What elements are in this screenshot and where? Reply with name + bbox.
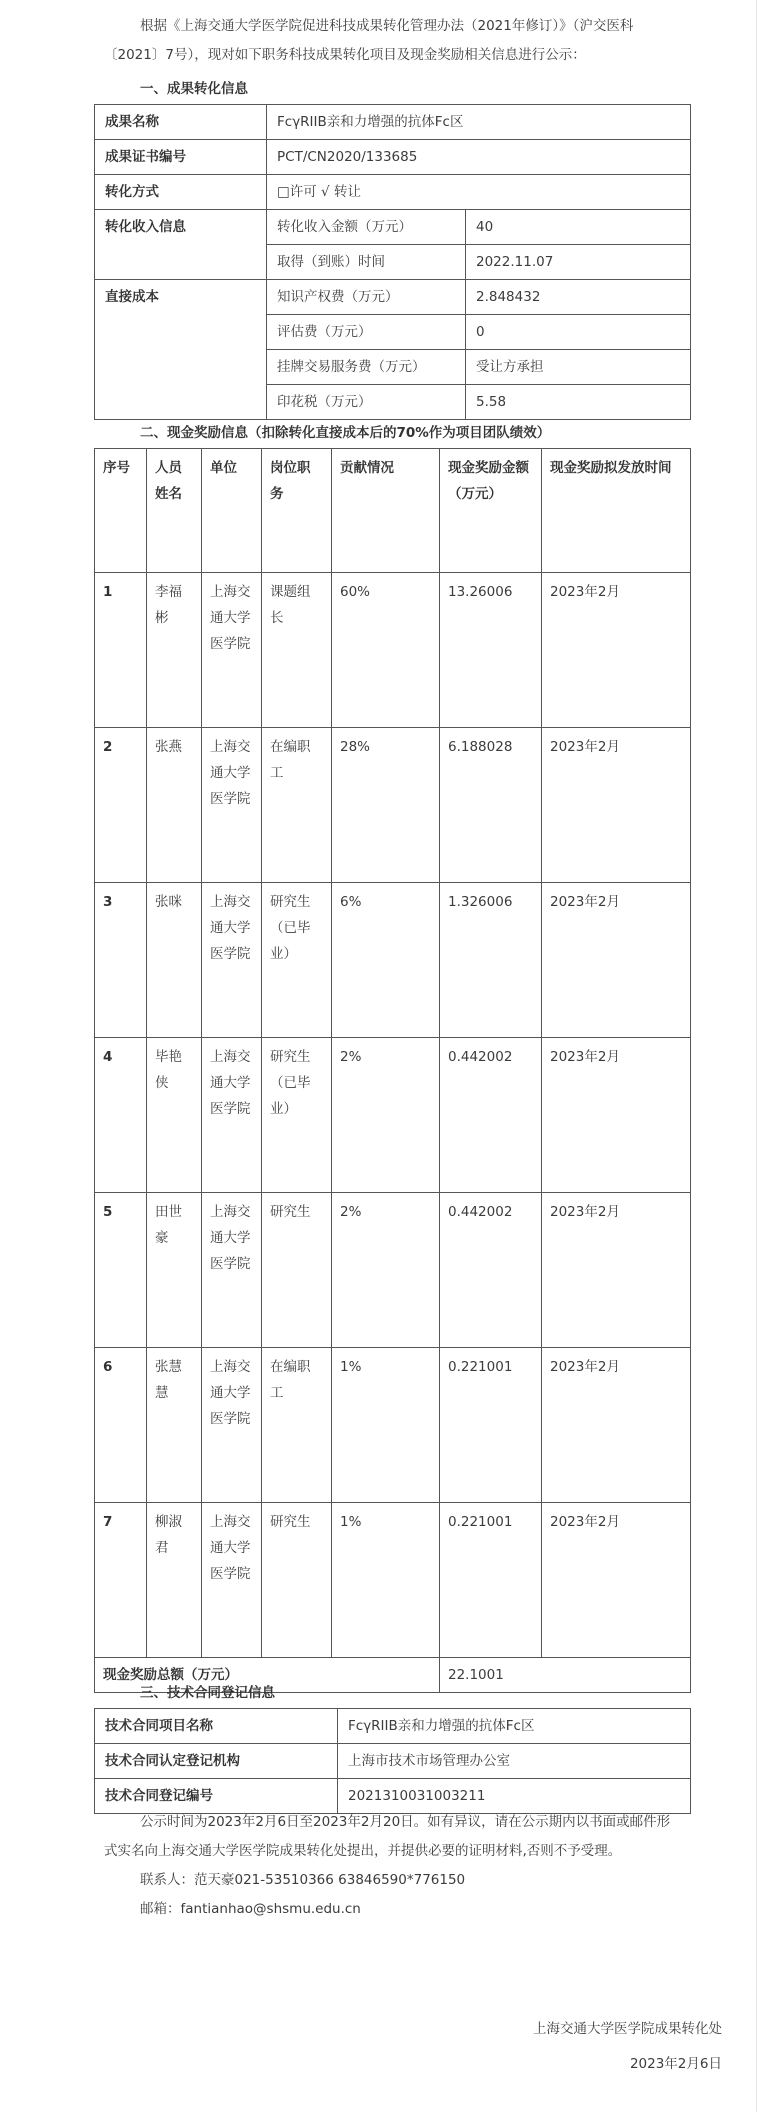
row-share: 2% (332, 1038, 440, 1193)
cash-reward-table (94, 448, 691, 1693)
achievement-name-value: FcγRIIB亲和力增强的抗体Fc区 (267, 105, 691, 140)
row-role: 研究生 (262, 1503, 332, 1658)
row-unit: 上海交通大学医学院 (202, 1503, 262, 1658)
row-unit: 上海交通大学医学院 (202, 1193, 262, 1348)
cert-number-value: PCT/CN2020/133685 (267, 140, 691, 175)
total-value: 22.1001 (440, 1658, 691, 1693)
section1-heading: 一、成果转化信息 (140, 81, 248, 97)
table-row (95, 883, 691, 1038)
table-row (95, 1503, 691, 1658)
contact-line: 联系人：范天豪021-53510366 63846590*776150 (140, 1872, 466, 1888)
table-row (95, 1348, 691, 1503)
notice-line-1: 公示时间为2023年2月6日至2023年2月20日。如有异议，请在公示期内以书面或邮件形 (140, 1814, 671, 1830)
section2-heading: 二、现金奖励信息（扣除转化直接成本后的70%作为项目团队绩效） (140, 425, 551, 441)
col-header-no: 序号 (95, 449, 147, 573)
row-share: 1% (332, 1348, 440, 1503)
row-no: 7 (95, 1503, 147, 1658)
contract-number-label: 技术合同登记编号 (95, 1779, 338, 1814)
section3-heading: 三、技术合同登记信息 (140, 1685, 275, 1701)
row-no: 6 (95, 1348, 147, 1503)
row-no: 3 (95, 883, 147, 1038)
row-name: 张慧慧 (147, 1348, 202, 1503)
row-time: 2023年2月 (542, 728, 691, 883)
col-header-unit: 单位 (202, 449, 262, 573)
row-time: 2023年2月 (542, 1193, 691, 1348)
row-name: 柳淑君 (147, 1503, 202, 1658)
tech-contract-table (94, 1708, 691, 1814)
contract-project-value: FcγRIIB亲和力增强的抗体Fc区 (338, 1709, 691, 1744)
income-info-label: 转化收入信息 (95, 210, 267, 280)
col-header-amount: 现金奖励金额（万元） (440, 449, 542, 573)
intro-line-1: 根据《上海交通大学医学院促进科技成果转化管理办法（2021年修订）》（沪交医科 (140, 18, 634, 34)
col-header-share: 贡献情况 (332, 449, 440, 573)
row-amount: 0.442002 (440, 1038, 542, 1193)
cost-row-label: 印花税（万元） (267, 385, 466, 420)
row-share: 1% (332, 1503, 440, 1658)
table-row (95, 1038, 691, 1193)
table-row (95, 728, 691, 883)
table-row (95, 210, 691, 245)
row-role: 课题组长 (262, 573, 332, 728)
table-row (95, 105, 691, 140)
row-unit: 上海交通大学医学院 (202, 573, 262, 728)
row-amount: 1.326006 (440, 883, 542, 1038)
row-share: 60% (332, 573, 440, 728)
col-header-name: 人员姓名 (147, 449, 202, 573)
total-label: 现金奖励总额（万元） (95, 1658, 440, 1693)
intro-paragraph (104, 12, 700, 70)
row-name: 李福彬 (147, 573, 202, 728)
table-header-row (95, 449, 691, 573)
cost-row-value: 0 (466, 315, 691, 350)
table-row (95, 175, 691, 210)
row-amount: 0.442002 (440, 1193, 542, 1348)
table-row (95, 1709, 691, 1744)
row-no: 5 (95, 1193, 147, 1348)
achievement-info-table (94, 104, 691, 420)
income-row-label: 转化收入金额（万元） (267, 210, 466, 245)
transfer-method-label: 转化方式 (95, 175, 267, 210)
cost-row-value: 5.58 (466, 385, 691, 420)
row-role: 研究生（已毕业） (262, 1038, 332, 1193)
row-share: 6% (332, 883, 440, 1038)
footer-org: 上海交通大学医学院成果转化处 (533, 2021, 722, 2037)
row-time: 2023年2月 (542, 1038, 691, 1193)
row-no: 4 (95, 1038, 147, 1193)
cost-row-value: 受让方承担 (466, 350, 691, 385)
row-name: 毕艳侠 (147, 1038, 202, 1193)
row-time: 2023年2月 (542, 573, 691, 728)
notice-line-2: 式实名向上海交通大学医学院成果转化处提出，并提供必要的证明材料,否则不予受理。 (104, 1843, 622, 1859)
col-header-time: 现金奖励拟发放时间 (542, 449, 691, 573)
row-time: 2023年2月 (542, 1348, 691, 1503)
row-no: 2 (95, 728, 147, 883)
row-unit: 上海交通大学医学院 (202, 728, 262, 883)
table-row (95, 1193, 691, 1348)
row-share: 28% (332, 728, 440, 883)
notice-paragraph (104, 1808, 700, 1924)
row-role: 在编职工 (262, 1348, 332, 1503)
achievement-name-label: 成果名称 (95, 105, 267, 140)
row-unit: 上海交通大学医学院 (202, 1348, 262, 1503)
row-share: 2% (332, 1193, 440, 1348)
row-unit: 上海交通大学医学院 (202, 883, 262, 1038)
email-line[interactable]: 邮箱：fantianhao@shsmu.edu.cn (140, 1901, 361, 1917)
row-time: 2023年2月 (542, 1503, 691, 1658)
income-row-value: 40 (466, 210, 691, 245)
row-amount: 6.188028 (440, 728, 542, 883)
table-row (95, 140, 691, 175)
row-amount: 0.221001 (440, 1503, 542, 1658)
row-name: 田世豪 (147, 1193, 202, 1348)
row-unit: 上海交通大学医学院 (202, 1038, 262, 1193)
row-no: 1 (95, 573, 147, 728)
cost-row-label: 挂牌交易服务费（万元） (267, 350, 466, 385)
row-role: 在编职工 (262, 728, 332, 883)
table-row (95, 1744, 691, 1779)
row-name: 张咪 (147, 883, 202, 1038)
transfer-method-value: □许可 √ 转让 (267, 175, 691, 210)
table-row (95, 573, 691, 728)
income-row-value: 2022.11.07 (466, 245, 691, 280)
contract-number-value: 2021310031003211 (338, 1779, 691, 1814)
row-time: 2023年2月 (542, 883, 691, 1038)
contract-project-label: 技术合同项目名称 (95, 1709, 338, 1744)
row-role: 研究生（已毕业） (262, 883, 332, 1038)
contract-authority-value: 上海市技术市场管理办公室 (338, 1744, 691, 1779)
cert-number-label: 成果证书编号 (95, 140, 267, 175)
cost-row-label: 评估费（万元） (267, 315, 466, 350)
contract-authority-label: 技术合同认定登记机构 (95, 1744, 338, 1779)
row-name: 张燕 (147, 728, 202, 883)
cost-row-label: 知识产权费（万元） (267, 280, 466, 315)
row-role: 研究生 (262, 1193, 332, 1348)
income-row-label: 取得（到账）时间 (267, 245, 466, 280)
row-amount: 0.221001 (440, 1348, 542, 1503)
table-row (95, 280, 691, 315)
row-amount: 13.26006 (440, 573, 542, 728)
col-header-role: 岗位职务 (262, 449, 332, 573)
footer-date: 2023年2月6日 (629, 2056, 722, 2072)
intro-line-2: 〔2021〕7号），现对如下职务科技成果转化项目及现金奖励相关信息进行公示： (104, 47, 586, 63)
cost-row-value: 2.848432 (466, 280, 691, 315)
direct-cost-label: 直接成本 (95, 280, 267, 420)
